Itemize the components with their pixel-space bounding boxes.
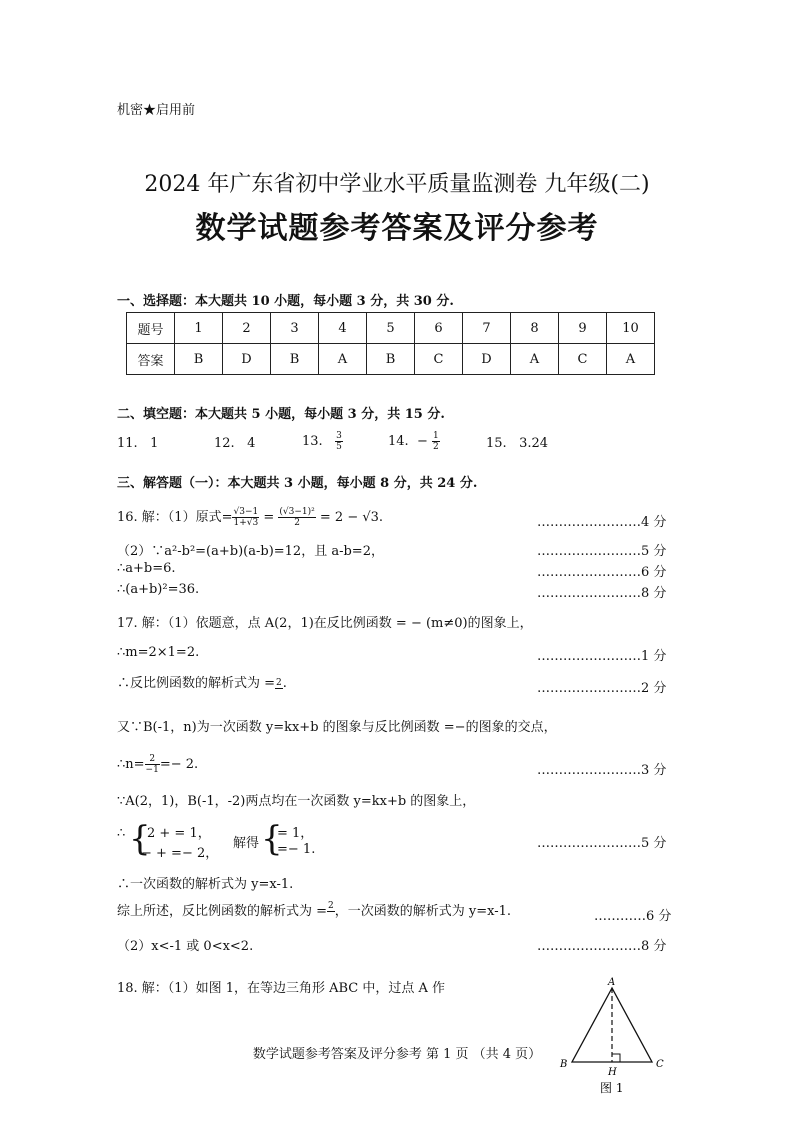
- figure-caption: 图 1: [600, 1081, 624, 1095]
- q17-text: 综上所述，反比例函数的解析式为 =: [117, 904, 328, 919]
- answer-fraction: [335, 431, 343, 452]
- section1-heading: 一、选择题：本大题共 10 小题，每小题 3 分，共 30 分.: [117, 294, 454, 309]
- left-brace: {: [129, 819, 151, 859]
- fraction: [327, 901, 335, 922]
- item-answer: 3.24: [519, 436, 549, 451]
- q17-line8: ∴一次函数的解析式为 y=x-1.: [117, 877, 294, 892]
- score-mark: ……………………2 分: [537, 681, 667, 696]
- q16-line3: ∴a+b=6.: [117, 561, 176, 576]
- q17-text: ∴反比例函数的解析式为 =: [117, 676, 276, 691]
- fraction-denominator: 2: [294, 518, 300, 528]
- table-row-answers: [127, 344, 655, 375]
- item-number: 14.: [388, 434, 409, 449]
- q16-prefix: 16. 解：（1）原式=: [117, 510, 233, 525]
- equals-sign: =: [263, 510, 275, 525]
- fraction-denominator: [327, 912, 335, 922]
- item-number: 12.: [214, 436, 235, 451]
- table-cell: 2: [223, 313, 271, 344]
- table-cell: 10: [607, 313, 655, 344]
- q17-line9: [117, 900, 511, 922]
- score-mark: …………6 分: [594, 909, 672, 924]
- vertex-label-b: B: [560, 1059, 568, 1070]
- q17-line3: [117, 672, 287, 691]
- equation: =− 1.: [277, 842, 316, 857]
- table-cell: 7: [463, 313, 511, 344]
- table-cell: 1: [175, 313, 223, 344]
- fraction-numerator: 1: [433, 431, 439, 441]
- confidential-mark: 机密★启用前: [117, 103, 196, 118]
- minus-sign: −: [416, 434, 428, 449]
- fraction-numerator: √3−1: [233, 507, 259, 517]
- table-cell: B: [367, 344, 415, 375]
- q17-line2: ∴m=2×1=2.: [117, 645, 200, 660]
- fraction-numerator: 3: [336, 431, 342, 441]
- fraction-denominator: −1: [145, 765, 159, 775]
- fill-item-14: [388, 431, 440, 452]
- equation: 2 + = 1，: [147, 826, 211, 841]
- item-number: 11.: [117, 436, 138, 451]
- fraction-denominator: 2: [433, 442, 439, 452]
- score-mark: ……………………8 分: [537, 939, 667, 954]
- item-answer: 4: [247, 436, 256, 451]
- page-footer: 数学试题参考答案及评分参考 第 1 页 （共 4 页）: [252, 1047, 542, 1062]
- q18-line1: 18. 解：（1）如图 1，在等边三角形 ABC 中，过点 A 作: [117, 981, 446, 996]
- row-label: 题号: [127, 313, 175, 344]
- equation: = 1，: [277, 826, 314, 841]
- table-cell: B: [175, 344, 223, 375]
- therefore-symbol: ∴: [117, 826, 126, 841]
- table-cell: 6: [415, 313, 463, 344]
- item-answer: 1: [150, 436, 159, 451]
- score-mark: ……………………1 分: [537, 649, 667, 664]
- table-cell: 9: [559, 313, 607, 344]
- fraction: [145, 754, 160, 775]
- table-cell: B: [271, 344, 319, 375]
- score-mark: ……………………6 分: [537, 565, 667, 580]
- fraction-numerator: 2: [328, 901, 334, 911]
- fraction-numerator: 2: [276, 678, 282, 688]
- point-label-h: H: [608, 1067, 617, 1078]
- fill-item-13: [302, 431, 343, 452]
- solve-label: 解得: [233, 836, 260, 851]
- q17-text: .: [282, 676, 287, 691]
- table-cell: 8: [511, 313, 559, 344]
- q17-line1: 17. 解：（1）依题意，点 A(2，1)在反比例函数 = − (m≠0)的图象上，: [117, 616, 533, 631]
- q17-line10: （2）x<-1 或 0<x<2.: [117, 939, 254, 954]
- equation: − + =− 2，: [141, 846, 219, 861]
- table-cell: C: [559, 344, 607, 375]
- score-mark: ……………………5 分: [537, 836, 667, 851]
- q16-line4: ∴(a+b)²=36.: [117, 582, 200, 597]
- fraction: [232, 507, 259, 528]
- table-cell: 5: [367, 313, 415, 344]
- table-cell: C: [415, 344, 463, 375]
- table-cell: 3: [271, 313, 319, 344]
- score-mark: ……………………5 分: [537, 544, 667, 559]
- section3-heading: 三、解答题（一）：本大题共 3 小题，每小题 8 分，共 24 分.: [117, 476, 478, 491]
- section2-heading: 二、填空题：本大题共 5 小题，每小题 3 分，共 15 分.: [117, 407, 445, 422]
- left-brace: {: [261, 819, 283, 859]
- fraction: [278, 507, 315, 528]
- item-number: 13.: [302, 434, 323, 449]
- fill-item-11: [117, 436, 158, 451]
- table-cell: D: [463, 344, 511, 375]
- table-cell: 4: [319, 313, 367, 344]
- fraction-numerator: 2: [145, 754, 160, 765]
- answer-table: [126, 312, 655, 375]
- item-number: 15.: [486, 436, 507, 451]
- q17-line4: 又∵B(-1，n)为一次函数 y=kx+b 的图象与反比例函数 =−的图象的交点，: [117, 720, 557, 735]
- table-cell: D: [223, 344, 271, 375]
- score-mark: ……………………8 分: [537, 586, 667, 601]
- table-cell: A: [607, 344, 655, 375]
- q17-text: =− 2.: [159, 757, 199, 772]
- fraction: [275, 678, 283, 689]
- fraction-denominator: 1+√3: [233, 518, 259, 528]
- triangle-figure: [556, 976, 676, 1101]
- q17-text: ∴n=: [117, 757, 145, 772]
- vertex-label-a: A: [608, 977, 616, 988]
- exam-title: 2024 年广东省初中学业水平质量监测卷 九年级(二): [144, 172, 650, 197]
- q17-line6: ∵A(2，1)，B(-1，-2)两点均在一次函数 y=kx+b 的图象上，: [117, 794, 476, 809]
- q16-result: = 2 − √3.: [319, 510, 384, 525]
- q17-text: ，一次函数的解析式为 y=x-1.: [334, 904, 512, 919]
- fraction-denominator: 5: [336, 442, 342, 452]
- vertex-label-c: C: [656, 1059, 664, 1070]
- fill-item-12: [214, 436, 255, 451]
- table-cell: A: [511, 344, 559, 375]
- answer-fraction: [432, 431, 440, 452]
- q16-line2: （2）∵a²-b²=(a+b)(a-b)=12，且 a-b=2，: [117, 544, 384, 559]
- score-mark: ……………………4 分: [537, 515, 667, 530]
- score-mark: ……………………3 分: [537, 763, 667, 778]
- q16-line1: [117, 506, 383, 528]
- row-label: 答案: [127, 344, 175, 375]
- fill-item-15: [486, 436, 548, 451]
- fraction-numerator: (√3−1)²: [279, 507, 315, 517]
- table-cell: A: [319, 344, 367, 375]
- q17-line5: [117, 754, 198, 775]
- table-row-numbers: [127, 313, 655, 344]
- document-title: 数学试题参考答案及评分参考: [195, 211, 599, 246]
